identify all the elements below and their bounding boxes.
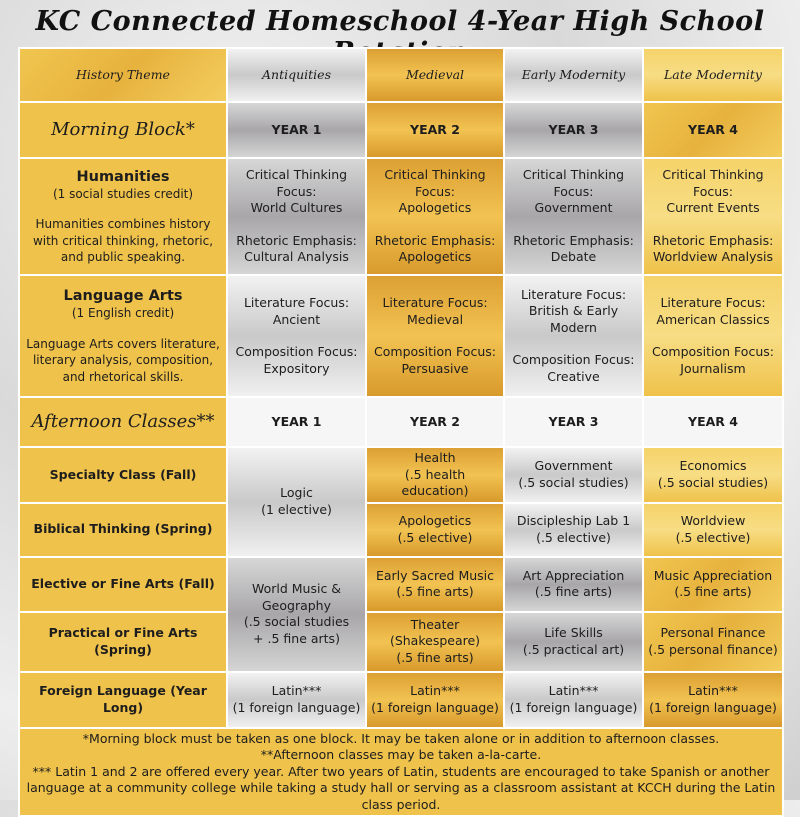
cell-line: Logic — [280, 485, 313, 501]
cell-line: Current Events — [666, 200, 760, 216]
cell-line: Literature Focus: — [382, 295, 488, 310]
cell-line: Rhetoric Emphasis: — [652, 232, 774, 248]
cell-line: (1 foreign language) — [371, 699, 499, 715]
cell-line: Discipleship Lab 1 — [516, 513, 631, 528]
cell-line: (.5 social studies — [243, 614, 350, 629]
cell-line: American Classics — [656, 311, 770, 327]
world-music-cell — [227, 557, 366, 672]
cell-line: Economics — [679, 458, 747, 474]
cell-line: Composition Focus: — [235, 344, 358, 359]
cell-line: Modern — [550, 319, 597, 335]
cell-line: (.5 social studies) — [518, 474, 629, 490]
theme-year-1: Antiquities — [227, 48, 366, 102]
cell-line: (Shakespeare) — [389, 633, 481, 649]
cell-line: Critical Thinking — [522, 167, 625, 183]
biblical-year-3 — [504, 503, 643, 557]
cell-line: (.5 fine arts) — [396, 584, 474, 599]
humanities-row — [19, 158, 783, 275]
practical-year-3 — [504, 612, 643, 672]
cell-line: Ancient — [272, 311, 321, 327]
cell-line: Persuasive — [401, 360, 469, 376]
footnote-2: **Afternoon classes may be taken a-la-carte. — [260, 747, 542, 762]
cell-line: Music Appreciation — [653, 567, 773, 583]
practical-year-4 — [643, 612, 783, 672]
elective-year-3 — [504, 557, 643, 612]
biblical-year-2 — [366, 503, 504, 557]
cell-line: (.5 practical art) — [522, 641, 625, 657]
theme-year-4: Late Modernity — [643, 48, 783, 102]
cell-line: (.5 personal finance) — [648, 641, 778, 657]
cell-line: (.5 elective) — [536, 529, 611, 545]
cell-line: Worldview Analysis — [652, 249, 774, 265]
cell-line: Apologetics — [398, 200, 472, 216]
humanities-name: Humanities — [76, 168, 170, 185]
specialty-row — [19, 447, 783, 503]
humanities-credit: (1 social studies credit) — [52, 186, 194, 201]
morning-block-row — [19, 102, 783, 158]
humanities-desc: Humanities combines history with critical thinking, rhetoric, and public speaking. — [32, 217, 214, 264]
cell-line: Early Sacred Music — [375, 567, 495, 583]
morning-block-label: Morning Block* — [19, 102, 227, 158]
cell-line: Rhetoric Emphasis: — [236, 232, 357, 248]
language-arts-year-4 — [643, 275, 783, 397]
morning-year-4: YEAR 4 — [643, 102, 783, 158]
humanities-year-3 — [504, 158, 643, 275]
language-arts-row — [19, 275, 783, 397]
practical-row — [19, 612, 783, 672]
cell-line: Theater — [410, 616, 460, 632]
afternoon-year-2: YEAR 2 — [366, 397, 504, 447]
cell-line: Critical Thinking — [245, 167, 348, 183]
cell-line: Literature Focus: — [660, 295, 766, 310]
humanities-label-cell — [19, 158, 227, 275]
cell-line: (.5 health education) — [401, 466, 469, 498]
cell-line: Government — [534, 200, 613, 216]
language-year-2 — [366, 672, 504, 728]
cell-line: (.5 social studies) — [657, 474, 769, 490]
specialty-year-4 — [643, 447, 783, 503]
language-arts-desc: Language Arts covers literature, literary analysis, composition, and rhetorical skills. — [26, 336, 220, 384]
cell-line: Debate — [550, 249, 597, 265]
language-arts-label-cell — [19, 275, 227, 397]
language-year-1 — [227, 672, 366, 728]
cell-line: Medieval — [406, 311, 464, 327]
afternoon-classes-label: Afternoon Classes** — [19, 397, 227, 447]
cell-line: Personal Finance — [660, 625, 766, 640]
specialty-year-3 — [504, 447, 643, 503]
cell-line: Expository — [263, 360, 330, 376]
cell-line: British & Early — [528, 303, 619, 319]
biblical-year-4 — [643, 503, 783, 557]
page-title: KC Connected Homeschool 4-Year High School — [35, 6, 765, 37]
cell-line: (.5 elective) — [675, 529, 751, 545]
cell-line: World Music & — [251, 581, 342, 596]
morning-year-3: YEAR 3 — [504, 102, 643, 158]
morning-year-2: YEAR 2 — [366, 102, 504, 158]
theme-label: History Theme — [19, 48, 227, 102]
cell-line: Geography — [261, 597, 331, 613]
cell-line: Literature Focus: — [243, 295, 350, 310]
specialty-label: Specialty Class (Fall) — [19, 447, 227, 503]
cell-line: (.5 elective) — [397, 529, 473, 545]
cell-line: Apologetics — [398, 249, 472, 265]
rotation-table — [18, 47, 784, 817]
logic-cell — [227, 447, 366, 557]
humanities-year-4 — [643, 158, 783, 275]
cell-line: World Cultures — [250, 200, 343, 216]
cell-line: Journalism — [680, 360, 746, 376]
cell-line: Critical Thinking — [662, 167, 764, 183]
elective-label: Elective or Fine Arts (Fall) — [19, 557, 227, 612]
afternoon-year-4: YEAR 4 — [643, 397, 783, 447]
theme-year-3: Early Modernity — [504, 48, 643, 102]
cell-line: Focus: — [415, 183, 455, 199]
afternoon-year-1: YEAR 1 — [227, 397, 366, 447]
humanities-year-2 — [366, 158, 504, 275]
language-arts-year-2 — [366, 275, 504, 397]
footnote-1: *Morning block must be taken as one block. It may be taken alone or in addition to afternoon classes. — [82, 730, 720, 746]
cell-line: (.5 fine arts) — [396, 649, 474, 665]
humanities-year-1 — [227, 158, 366, 275]
notes-row — [19, 728, 783, 817]
footnotes — [19, 728, 783, 817]
language-arts-credit: (1 English credit) — [71, 306, 175, 320]
cell-line: Apologetics — [398, 513, 472, 528]
specialty-year-2 — [366, 447, 504, 503]
footnote-3: *** Latin 1 and 2 are offered every year. After two years of Latin, students are encouraged to take Spanish or another language at a community college while taking a study hall or serving as a classroom assistant at KCCH during the Latin class period. — [26, 763, 776, 812]
biblical-thinking-label: Biblical Thinking (Spring) — [19, 503, 227, 557]
cell-line: Critical Thinking — [384, 167, 486, 183]
cell-line: Health — [414, 450, 456, 465]
cell-line: Composition Focus: — [374, 344, 496, 359]
cell-line: Latin*** — [688, 683, 738, 698]
cell-line: (1 foreign language) — [649, 699, 777, 715]
cell-line: + .5 fine arts) — [253, 630, 340, 646]
foreign-language-label: Foreign Language (Year Long) — [19, 672, 227, 728]
cell-line: Focus: — [276, 183, 317, 199]
biblical-thinking-row — [19, 503, 783, 557]
elective-row — [19, 557, 783, 612]
language-arts-name: Language Arts — [63, 288, 183, 304]
cell-line: (1 elective) — [261, 501, 332, 517]
cell-line: Composition Focus: — [652, 344, 774, 359]
cell-line: Rhetoric Emphasis: — [374, 232, 496, 248]
language-arts-year-3 — [504, 275, 643, 397]
foreign-language-row — [19, 672, 783, 728]
cell-line: Cultural Analysis — [244, 249, 349, 265]
cell-line: Focus: — [553, 183, 594, 199]
cell-line: (.5 fine arts) — [534, 584, 613, 599]
theme-year-2: Medieval — [366, 48, 504, 102]
cell-line: (1 foreign language) — [509, 699, 638, 715]
language-year-4 — [643, 672, 783, 728]
afternoon-year-3: YEAR 3 — [504, 397, 643, 447]
cell-line: Art Appreciation — [522, 567, 625, 583]
cell-line: Composition Focus: — [512, 352, 635, 368]
cell-line: Focus: — [693, 183, 733, 199]
cell-line: Government — [534, 458, 613, 474]
practical-label: Practical or Fine Arts (Spring) — [19, 612, 227, 672]
cell-line: Literature Focus: — [520, 286, 627, 302]
cell-line: Life Skills — [544, 625, 603, 640]
cell-line: Latin*** — [548, 683, 599, 698]
cell-line: (.5 fine arts) — [674, 584, 752, 599]
afternoon-classes-row — [19, 397, 783, 447]
cell-line: Creative — [547, 368, 600, 384]
language-year-3 — [504, 672, 643, 728]
elective-year-4 — [643, 557, 783, 612]
cell-line: Worldview — [680, 513, 746, 528]
cell-line: Rhetoric Emphasis: — [513, 232, 634, 248]
theme-header-row — [19, 48, 783, 102]
elective-year-2 — [366, 557, 504, 612]
cell-line: Latin*** — [271, 683, 322, 698]
cell-line: (1 foreign language) — [232, 699, 361, 715]
language-arts-year-1 — [227, 275, 366, 397]
cell-line: Latin*** — [410, 683, 460, 698]
practical-year-2 — [366, 612, 504, 672]
morning-year-1: YEAR 1 — [227, 102, 366, 158]
